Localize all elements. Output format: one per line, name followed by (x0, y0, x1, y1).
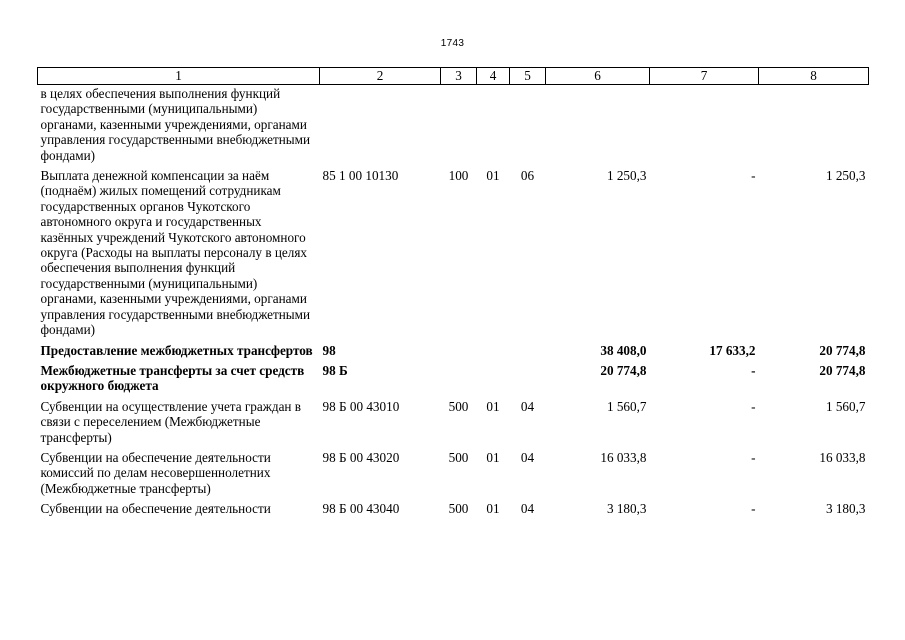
table-body (38, 85, 869, 518)
row-col3 (441, 85, 477, 165)
table-row (38, 339, 869, 359)
row-name: Субвенции на обеспечение деятельности комиссий по делам несовершеннолетних (Межбюджетные трансферты) (40, 449, 271, 496)
row-col5: 04 (520, 449, 535, 465)
row-code: 98 Б (322, 362, 348, 378)
budget-table (37, 67, 869, 518)
row-col7: - (751, 168, 756, 184)
column-header-4: 4 (477, 68, 510, 85)
column-number-header (38, 68, 869, 85)
column-header-3: 3 (441, 68, 477, 85)
row-name: Выплата денежной компенсации за наём (поднаём) жилых помещений сотрудникам государственных органов Чукотского автономного округа и государственных казённых учреждений Чукотского автономного округа (Расходы на выплаты персоналу в целях обеспечения выполнения функций государственными (муниципальными) органами, казенными учреждениями, органами управления государственными внебюджетными фондами) (40, 168, 311, 338)
row-col8: 16 033,8 (819, 449, 866, 465)
row-col6: 16 033,8 (600, 449, 647, 465)
row-col5: 04 (520, 398, 535, 414)
row-code: 98 Б 00 43040 (322, 501, 400, 517)
row-col7 (650, 85, 759, 165)
table-row (38, 164, 869, 338)
row-name: Субвенции на обеспечение деятельности (40, 501, 271, 517)
row-col6: 3 180,3 (606, 501, 647, 517)
row-col4: 01 (486, 398, 500, 414)
row-col3: 500 (448, 501, 469, 517)
row-col8: 1 250,3 (825, 168, 866, 184)
column-header-5: 5 (510, 68, 546, 85)
row-col4: 01 (486, 501, 500, 517)
table-row (38, 359, 869, 395)
row-col7: - (751, 398, 756, 414)
row-col6: 38 408,0 (600, 342, 647, 358)
row-col6: 1 250,3 (606, 168, 647, 184)
row-col5: 04 (520, 501, 535, 517)
table-row (38, 395, 869, 446)
table-row (38, 85, 869, 165)
row-col7: - (751, 449, 756, 465)
row-name: Межбюджетные трансферты за счет средств окружного бюджета (40, 362, 305, 394)
column-header-8: 8 (759, 68, 869, 85)
row-col7: - (751, 362, 756, 378)
row-col3 (441, 339, 477, 359)
row-col4 (477, 339, 510, 359)
row-col4: 01 (486, 449, 500, 465)
column-header-7: 7 (650, 68, 759, 85)
row-col5: 06 (520, 168, 535, 184)
column-header-6: 6 (546, 68, 650, 85)
column-header-2: 2 (320, 68, 441, 85)
row-col3 (441, 359, 477, 395)
row-code (320, 85, 441, 165)
row-col5 (510, 339, 546, 359)
row-col4: 01 (486, 168, 500, 184)
row-col3: 500 (448, 449, 469, 465)
row-col3: 500 (448, 398, 469, 414)
table-row (38, 497, 869, 517)
row-name: Субвенции на осуществление учета граждан в связи с переселением (Межбюджетные трансферты) (40, 398, 301, 445)
table-row (38, 446, 869, 497)
header-row (38, 68, 869, 85)
row-col6: 20 774,8 (600, 362, 647, 378)
row-col6 (546, 85, 650, 165)
row-col5 (510, 85, 546, 165)
row-col8: 3 180,3 (825, 501, 866, 517)
row-col8: 1 560,7 (825, 398, 866, 414)
row-col8 (759, 85, 869, 165)
row-name: в целях обеспечения выполнения функций государственными (муниципальными) органами, казенными учреждениями, органами управления государственными внебюджетными фондами) (40, 86, 311, 163)
page-number: 1743 (440, 38, 465, 49)
row-col6: 1 560,7 (606, 398, 647, 414)
row-code: 98 Б 00 43010 (322, 398, 400, 414)
row-col4 (477, 85, 510, 165)
row-col3: 100 (448, 168, 469, 184)
row-code: 98 (322, 342, 336, 358)
row-col7: 17 633,2 (709, 342, 756, 358)
row-col7: - (751, 501, 756, 517)
row-code: 98 Б 00 43020 (322, 449, 400, 465)
row-col4 (477, 359, 510, 395)
row-code: 85 1 00 10130 (322, 168, 399, 184)
row-col8: 20 774,8 (819, 342, 866, 358)
column-header-1: 1 (38, 68, 320, 85)
row-name: Предоставление межбюджетных трансфертов (40, 342, 313, 358)
row-col8: 20 774,8 (819, 362, 866, 378)
row-col5 (510, 359, 546, 395)
